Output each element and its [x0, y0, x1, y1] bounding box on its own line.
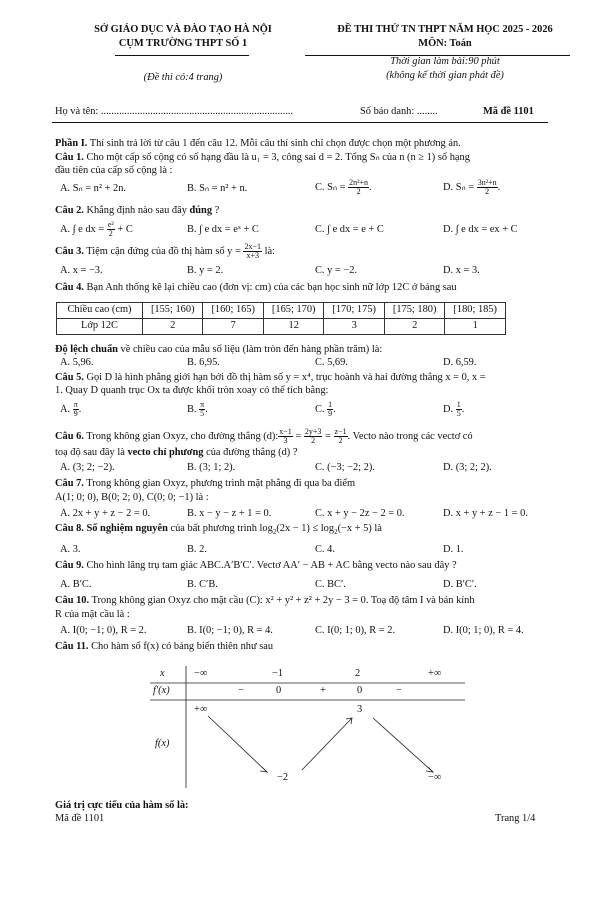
x-label: x — [160, 668, 165, 679]
q10-option-b[interactable]: B. I(0; −1; 0), R = 4. — [187, 625, 273, 636]
q4-option-b[interactable]: B. 6,95. — [187, 357, 220, 368]
question-6: Câu 6. Trong không gian Oxyz, cho đường thẳng (d): $\frac{x-1}{3}$ = $\frac{2y+3}{2}$ = $\frac{z-1}{2}$ . Vecto nào trong các vectơ có — [55, 427, 473, 445]
q3-option-d[interactable]: D. x = 3. — [443, 265, 480, 276]
q8-option-d[interactable]: D. 1. — [443, 544, 464, 555]
x-value: +∞ — [428, 668, 442, 679]
q7-option-a[interactable]: A. 2x + y + z − 2 = 0. — [60, 508, 151, 519]
subject: MÔN: Toán — [418, 38, 472, 49]
fprime-sign: + — [320, 685, 326, 696]
q6-option-b[interactable]: B. (3; 1; 2). — [187, 462, 236, 473]
time-limit: Thời gian làm bài:90 phút — [390, 56, 500, 67]
q5-option-c[interactable]: C. $\frac{1}{9}$ . — [315, 400, 336, 418]
q9-option-d[interactable]: D. B′C′. — [443, 579, 477, 590]
fprime-label: f′(x) — [153, 685, 170, 696]
q10-option-d[interactable]: D. I(0; 1; 0), R = 4. — [443, 625, 524, 636]
page-number: Trang 1/4 — [495, 813, 536, 824]
question-10: Câu 10. Trong không gian Oxyz cho mặt cầu (C): x² + y² + z² + 2y − 3 = 0. Toạ độ tâm I và bán kính — [55, 595, 475, 606]
fprime-zero: 0 — [357, 685, 363, 696]
footer-code: Mã đề 1101 — [55, 813, 105, 824]
part1-instruction: Phần I. Thí sinh trả lời từ câu 1 đến câu 12. Mỗi câu thí sinh chỉ chọn được chọn một phương án. — [55, 138, 461, 149]
table-cell: [170; 175) — [324, 303, 384, 319]
q1-option-a[interactable]: A. Sₙ = n² + 2n. — [60, 183, 127, 194]
question-4: Câu 4. Bạn Anh thống kê lại chiều cao (đơn vị: cm) của các bạn học sinh nữ lớp 12C ở bảng sau — [55, 282, 457, 293]
fprime-sign: − — [238, 685, 244, 696]
table-cell: [180; 185) — [445, 303, 506, 319]
q8-option-b[interactable]: B. 2. — [187, 544, 207, 555]
q4-option-a[interactable]: A. 5,96. — [60, 357, 94, 368]
question-11: Câu 11. Cho hàm số f(x) có bảng biến thiên như sau — [55, 641, 274, 652]
q6-option-a[interactable]: A. (3; 2; −2). — [60, 462, 115, 473]
q9-option-b[interactable]: B. C′B. — [187, 579, 218, 590]
fprime-sign: − — [396, 685, 402, 696]
variation-table-labels — [150, 666, 465, 906]
q1-option-c[interactable]: C. Sₙ = $\frac{\text{2n²+n}}{2}$ . — [315, 178, 372, 196]
q1-option-b[interactable]: B. Sₙ = n² + n. — [187, 183, 248, 194]
student-id-field[interactable]: Số báo danh: ........ — [360, 106, 438, 117]
department-name: SỞ GIÁO DỤC VÀ ĐÀO TẠO HÀ NỘI — [94, 24, 272, 35]
q5-option-b[interactable]: B. $\frac{\pi}{5}$ . — [187, 400, 208, 418]
question-1-cont: đầu tiên của cấp số cộng là : — [55, 165, 173, 176]
f-value: −2 — [277, 772, 289, 783]
question-1: Câu 1. Cho một cấp số cộng có số hạng đầu là u₁ = 3, công sai d = 2. Tổng Sₙ của n (n ≥ 1) số hạng — [55, 152, 470, 163]
header-underline-right — [305, 55, 570, 56]
cluster-name: CỤM TRƯỜNG THPT SỐ 1 — [118, 38, 248, 49]
f-value: +∞ — [194, 704, 208, 715]
table-row — [57, 319, 506, 335]
table-cell: [160; 165) — [203, 303, 263, 319]
exam-code: Mã đề 1101 — [483, 106, 534, 117]
q1-option-d[interactable]: D. Sₙ = $\frac{\text{3n²+n}}{2}$ . — [443, 178, 501, 196]
table-cell: [155; 160) — [143, 303, 203, 319]
q2-option-a[interactable]: A. ∫ e dx = $\frac{\text{e²}}{2}$ + C — [60, 220, 133, 238]
time-note: (không kể thời gian phát đề) — [386, 70, 504, 81]
q9-option-c[interactable]: C. BC′. — [315, 579, 346, 590]
header-underline — [115, 55, 249, 56]
table-cell: 2 — [143, 319, 203, 335]
q7-option-d[interactable]: D. x + y + z − 1 = 0. — [443, 508, 528, 519]
table-cell: [175; 180) — [384, 303, 444, 319]
question-8: Câu 8. Số nghiệm nguyên của bất phương trình $\log_2(2x - 1) \le \log_2(-x + 5)$ là — [55, 523, 382, 537]
table-cell: Chiều cao (cm) — [57, 303, 143, 319]
table-cell: 2 — [384, 319, 444, 335]
q2-option-b[interactable]: B. ∫ e dx = eˣ + C — [187, 224, 259, 235]
q10-option-a[interactable]: A. I(0; −1; 0), R = 2. — [60, 625, 147, 636]
q6-option-c[interactable]: C. (−3; −2; 2). — [315, 462, 375, 473]
table-cell: 1 — [445, 319, 506, 335]
q7-option-c[interactable]: C. x + y − 2z − 2 = 0. — [315, 508, 405, 519]
q3-option-a[interactable]: A. x = −3. — [60, 265, 103, 276]
table-cell: 7 — [203, 319, 263, 335]
x-value: −∞ — [194, 668, 208, 679]
x-value: −1 — [272, 668, 284, 679]
student-name-field[interactable]: Họ và tên: .......................................................................... — [55, 106, 294, 117]
pages-note: (Đề thi có:4 trang) — [143, 72, 223, 83]
q5-option-d[interactable]: D. $\frac{1}{5}$ . — [443, 400, 465, 418]
height-frequency-table — [56, 302, 506, 335]
q3-option-c[interactable]: C. y = −2. — [315, 265, 358, 276]
question-4-prompt: Độ lệch chuẩn về chiều cao của mẫu số liệu (làm tròn đến hàng phần trăm) là: — [55, 344, 383, 355]
f-value: −∞ — [428, 772, 442, 783]
table-cell: 3 — [324, 319, 384, 335]
question-3: Câu 3. Tiệm cận đứng của đồ thị hàm số y = $\frac{2x-1}{x+3}$ là: — [55, 242, 275, 260]
q6-option-d[interactable]: D. (3; 2; 2). — [443, 462, 492, 473]
q8-option-a[interactable]: A. 3. — [60, 544, 81, 555]
q7-option-b[interactable]: B. x − y − z + 1 = 0. — [187, 508, 272, 519]
f-label: f(x) — [155, 738, 170, 749]
question-7: Câu 7. Trong không gian Oxyz, phương trình mặt phẳng đi qua ba điểm — [55, 478, 356, 489]
exam-title: ĐỀ THI THỬ TN THPT NĂM HỌC 2025 - 2026 — [337, 24, 553, 35]
question-11-prompt: Giá trị cực tiểu của hàm số là: — [55, 800, 189, 811]
q3-option-b[interactable]: B. y = 2. — [187, 265, 224, 276]
table-header-row — [57, 303, 506, 319]
table-cell: [165; 170) — [263, 303, 323, 319]
q8-option-c[interactable]: C. 4. — [315, 544, 335, 555]
x-value: 2 — [355, 668, 361, 679]
q5-option-a[interactable]: A. $\frac{\pi}{9}$ . — [60, 400, 82, 418]
f-value: 3 — [357, 704, 363, 715]
table-cell: Lớp 12C — [57, 319, 143, 335]
question-9: Câu 9. Cho hình lăng trụ tam giác ABC.A′B′C′. Vectơ AA′ − AB + AC bằng vecto nào sau đây ? — [55, 560, 457, 571]
separator-line — [52, 122, 548, 123]
question-10-cont: R của mặt cầu là : — [55, 609, 130, 620]
fprime-zero: 0 — [276, 685, 282, 696]
question-2: Câu 2. Khẳng định nào sau đây đúng ? — [55, 205, 220, 216]
q10-option-c[interactable]: C. I(0; 1; 0), R = 2. — [315, 625, 396, 636]
q2-option-d[interactable]: D. ∫ e dx = ex + C — [443, 224, 518, 235]
question-5: Câu 5. Gọi D là hình phẳng giới hạn bởi đồ thị hàm số y = x⁴, trục hoành và hai đường thẳng x = 0, x = — [55, 372, 486, 383]
question-6-cont: toạ độ sau đây là vecto chỉ phương của đường thẳng (d) ? — [55, 447, 298, 458]
table-cell: 12 — [263, 319, 323, 335]
question-5-cont: 1. Quay D quanh trục Ox ta được khối tròn xoay có thể tích bằng: — [55, 385, 329, 396]
q4-option-c[interactable]: C. 5,69. — [315, 357, 348, 368]
question-7-cont: A(1; 0; 0), B(0; 2; 0), C(0; 0; −1) là : — [55, 492, 209, 503]
q9-option-a[interactable]: A. B′C. — [60, 579, 92, 590]
q2-option-c[interactable]: C. ∫ e dx = e + C — [315, 224, 384, 235]
q4-option-d[interactable]: D. 6,59. — [443, 357, 477, 368]
